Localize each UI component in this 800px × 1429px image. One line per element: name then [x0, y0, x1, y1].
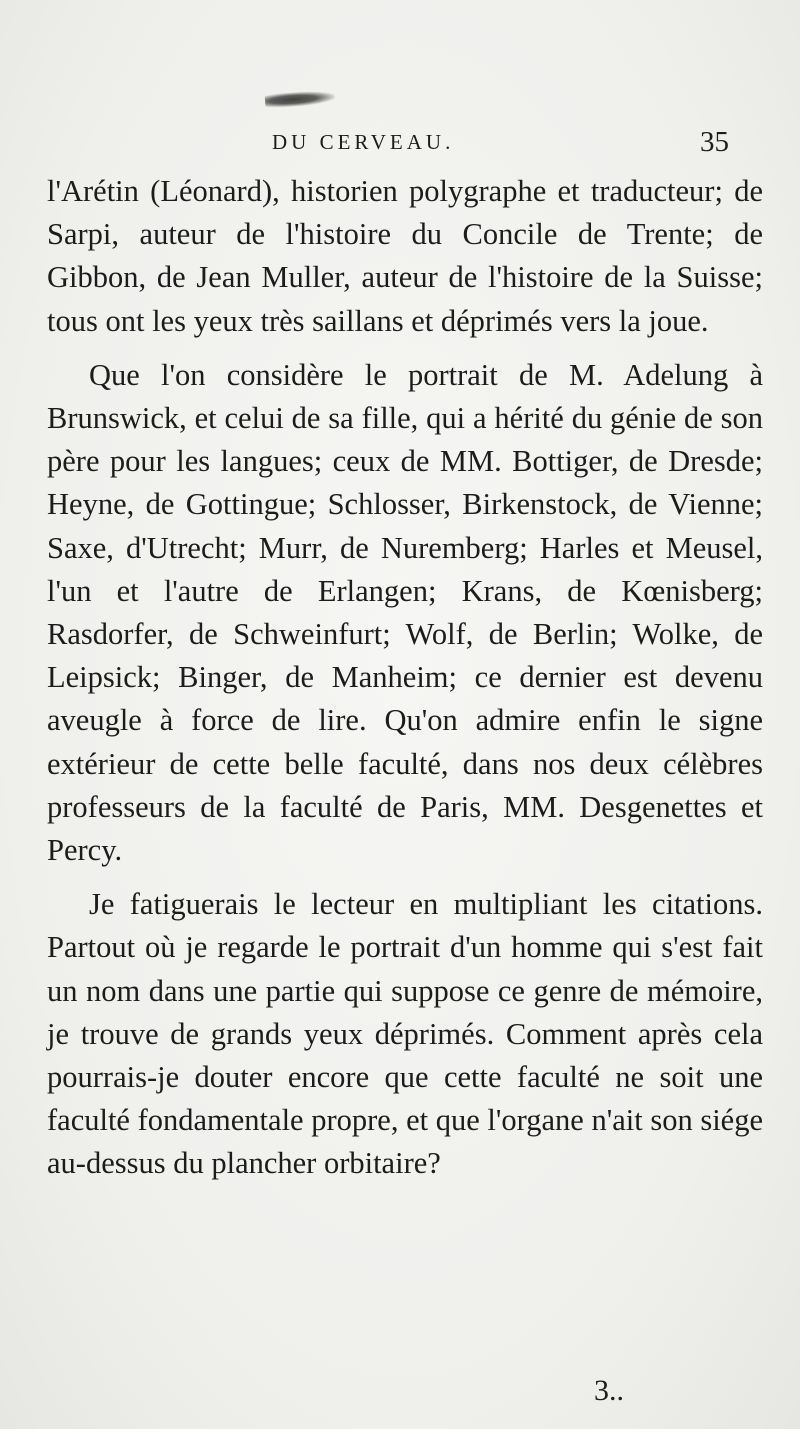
ink-smudge — [265, 90, 336, 109]
paragraph-portraits: Que l'on considère le portrait de M. Adelung à Brunswick, et celui de sa fille, qui a hérité du génie de son père pour les langues; ceux de MM. Bottiger, de Dresde; Heyne, de Gottingue; Schlosser, Birkenstock, de Vienne; Saxe, d'Utrecht; Murr, de Nuremberg; Harles et Meusel, l'un et l'autre de Erlangen; Krans, de Kœnisberg; Rasdorfer, de Schweinfurt; Wolf, de Berlin; Wolke, de Leipsick; Binger, de Manheim; ce dernier est devenu aveugle à force de lire. Qu'on admire enfin le signe extérieur de cette belle faculté, dans nos deux célèbres professeurs de la faculté de Paris, MM. Desgenettes et Percy. — [47, 357, 763, 868]
page-number: 35 — [700, 126, 729, 158]
body-text — [47, 170, 763, 1186]
signature-mark: 3.. — [594, 1374, 624, 1407]
page-header — [0, 126, 800, 162]
paragraph-conclusion: Je fatiguerais le lecteur en multipliant les citations. Partout où je regarde le portrait d'un homme qui s'est fait un nom dans une partie qui suppose ce genre de mémoire, je trouve de grands yeux déprimés. Comment après cela pourrais-je douter encore que cette faculté ne soit une faculté fondamentale propre, et que l'organe n'ait son siége au-dessus du plancher orbitaire? — [47, 887, 763, 1181]
running-head: DU CERVEAU. — [272, 130, 455, 154]
paragraph-continuation: l'Arétin (Léonard), historien polygraphe et traducteur; de Sarpi, auteur de l'histoire du Concile de Trente; de Gibbon, de Jean Muller, auteur de l'histoire de la Suisse; tous ont les yeux très saillans et déprimés vers la joue. — [47, 174, 763, 338]
